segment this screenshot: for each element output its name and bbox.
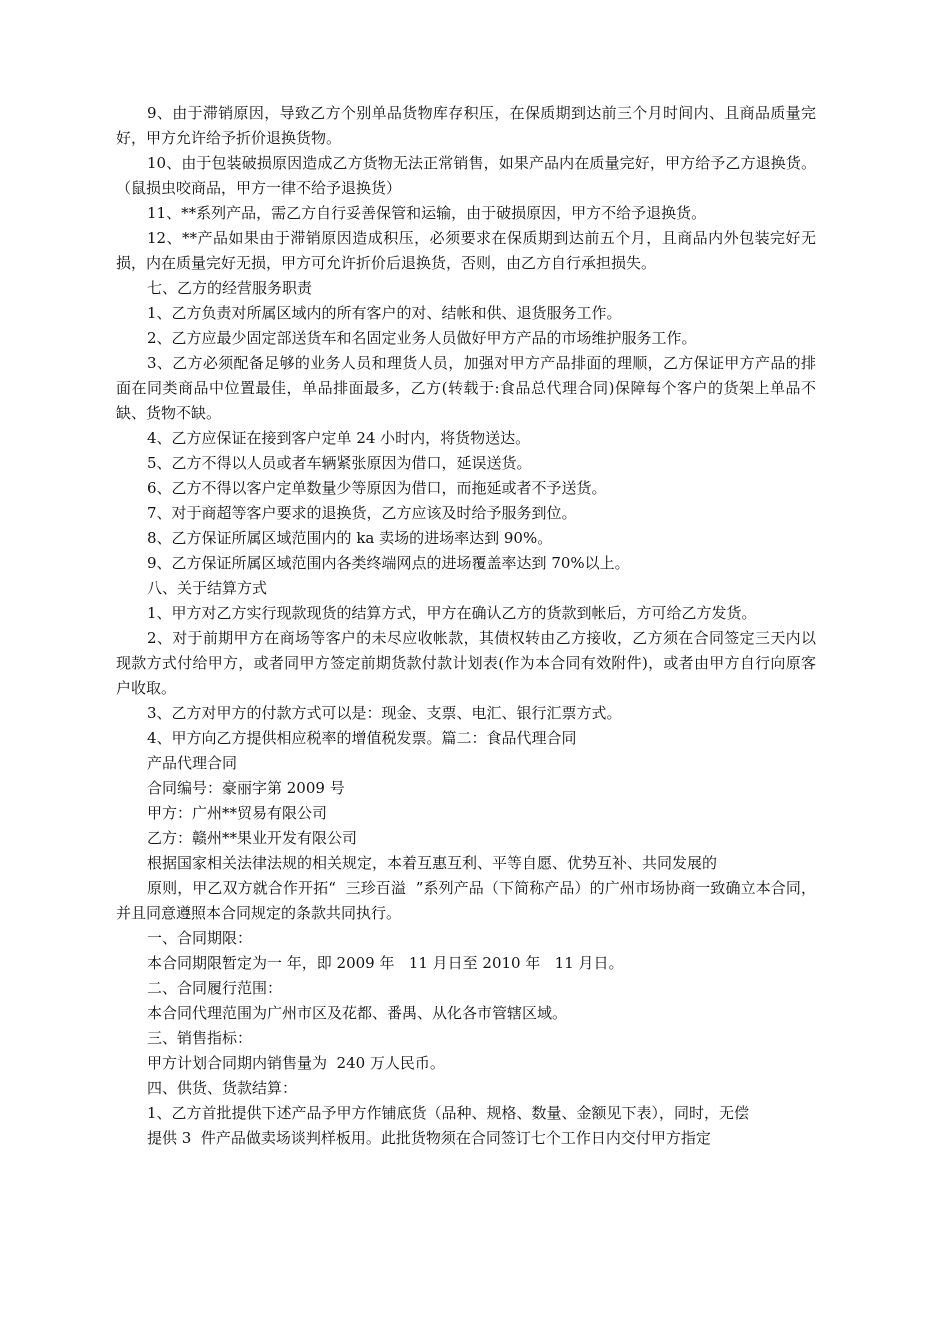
paragraph-duty-4: 4、乙方应保证在接到客户定单 24 小时内，将货物送达。: [147, 429, 531, 447]
contract-title: 产品代理合同: [147, 754, 238, 772]
party-b: 乙方：赣州**果业开发有限公司: [147, 829, 358, 847]
paragraph-duty-2: 2、乙方应最少固定部送货车和名固定业务人员做好甲方产品的市场维护服务工作。: [147, 329, 697, 347]
paragraph-clause-11: 11、**系列产品，需乙方自行妥善保管和运输，由于破损原因，甲方不给予退换货。: [147, 204, 707, 222]
paragraph-scope: 本合同代理范围为广州市区及花都、番禺、从化各市管辖区域。: [147, 1004, 568, 1022]
paragraph-sales: 甲方计划合同期内销售量为 240 万人民币。: [147, 1054, 445, 1072]
paragraph-duty-5: 5、乙方不得以人员或者车辆紧张原因为借口，延误送货。: [147, 454, 532, 472]
paragraph-duty-1: 1、乙方负责对所属区域内的所有客户的对、结帐和供、退货服务工作。: [147, 304, 622, 322]
section-heading-8: 八、关于结算方式: [147, 579, 268, 597]
paragraph-clause-10: 10、由于包装破损原因造成乙方货物无法正常销售，如果产品内在质量完好，甲方给予乙方退换货。（鼠损虫咬商品，甲方一律不给予退换货）: [116, 154, 816, 197]
paragraph-supply-2: 提供 3 件产品做卖场谈判样板用。此批货物须在合同签订七个工作日内交付甲方指定: [147, 1129, 711, 1147]
paragraph-settlement-1: 1、甲方对乙方实行现款现货的结算方式，甲方在确认乙方的货款到帐后，方可给乙方发货。: [147, 604, 757, 622]
contract-number: 合同编号：豪丽字第 2009 号: [147, 779, 345, 797]
section-heading-sales: 三、销售指标：: [147, 1029, 253, 1047]
paragraph-duty-7: 7、对于商超等客户要求的退换货，乙方应该及时给予服务到位。: [147, 504, 577, 522]
paragraph-duty-8: 8、乙方保证所属区域范围内的 ka 卖场的进场率达到 90%。: [147, 529, 553, 547]
section-heading-scope: 二、合同履行范围：: [147, 979, 283, 997]
paragraph-duty-3: 3、乙方必须配备足够的业务人员和理货人员，加强对甲方产品排面的理顺，乙方保证甲方产品的排面在同类商品中位置最佳，单品排面最多，乙方(转载于:食品总代理合同)保障每个客户的货架上单品不缺、货物不缺。: [116, 354, 816, 422]
paragraph-supply-1: 1、乙方首批提供下述产品予甲方作铺底货（品种、规格、数量、金额见下表），同时，无偿: [147, 1104, 750, 1122]
paragraph-duty-9: 9、乙方保证所属区域范围内各类终端网点的进场覆盖率达到 70%以上。: [147, 554, 630, 572]
document-body: [116, 101, 816, 1151]
paragraph-duty-6: 6、乙方不得以客户定单数量少等原因为借口，而拖延或者不予送货。: [147, 479, 607, 497]
party-a: 甲方：广州**贸易有限公司: [147, 804, 328, 822]
paragraph-settlement-2: 2、对于前期甲方在商场等客户的未尽应收帐款，其债权转由乙方接收，乙方须在合同签定三天内以现款方式付给甲方，或者同甲方签定前期货款付款计划表(作为本合同有效附件)，或者由甲方自行向原客户收取。: [116, 629, 816, 697]
paragraph-term: 本合同期限暂定为一 年，即 2009 年 11 月日至 2010 年 11 月日。: [147, 954, 624, 972]
paragraph-settlement-3: 3、乙方对甲方的付款方式可以是：现金、支票、电汇、银行汇票方式。: [147, 704, 622, 722]
section-heading-7: 七、乙方的经营服务职责: [147, 279, 313, 297]
paragraph-clause-12: 12、**产品如果由于滞销原因造成积压，必须要求在保质期到达前五个月，且商品内外包装完好无损，内在质量完好无损，甲方可允许折价后退换货，否则，由乙方自行承担损失。: [116, 229, 816, 272]
preamble-line-1: 根据国家相关法律法规的相关规定，本着互惠互利、平等自愿、优势互补、共同发展的: [147, 854, 718, 872]
paragraph-settlement-4: 4、甲方向乙方提供相应税率的增值税发票。篇二：食品代理合同: [147, 729, 577, 747]
section-heading-term: 一、合同期限：: [147, 929, 253, 947]
paragraph-clause-9: 9、由于滞销原因，导致乙方个别单品货物库存积压，在保质期到达前三个月时间内、且商品质量完好，甲方允许给予折价退换货物。: [116, 104, 816, 147]
preamble-line-2: 原则，甲乙双方就合作开拓“ 三珍百溢 ”系列产品（下简称产品）的广州市场协商一致确立本合同，并且同意遵照本合同规定的条款共同执行。: [116, 879, 816, 922]
section-heading-supply: 四、供货、货款结算：: [147, 1079, 298, 1097]
